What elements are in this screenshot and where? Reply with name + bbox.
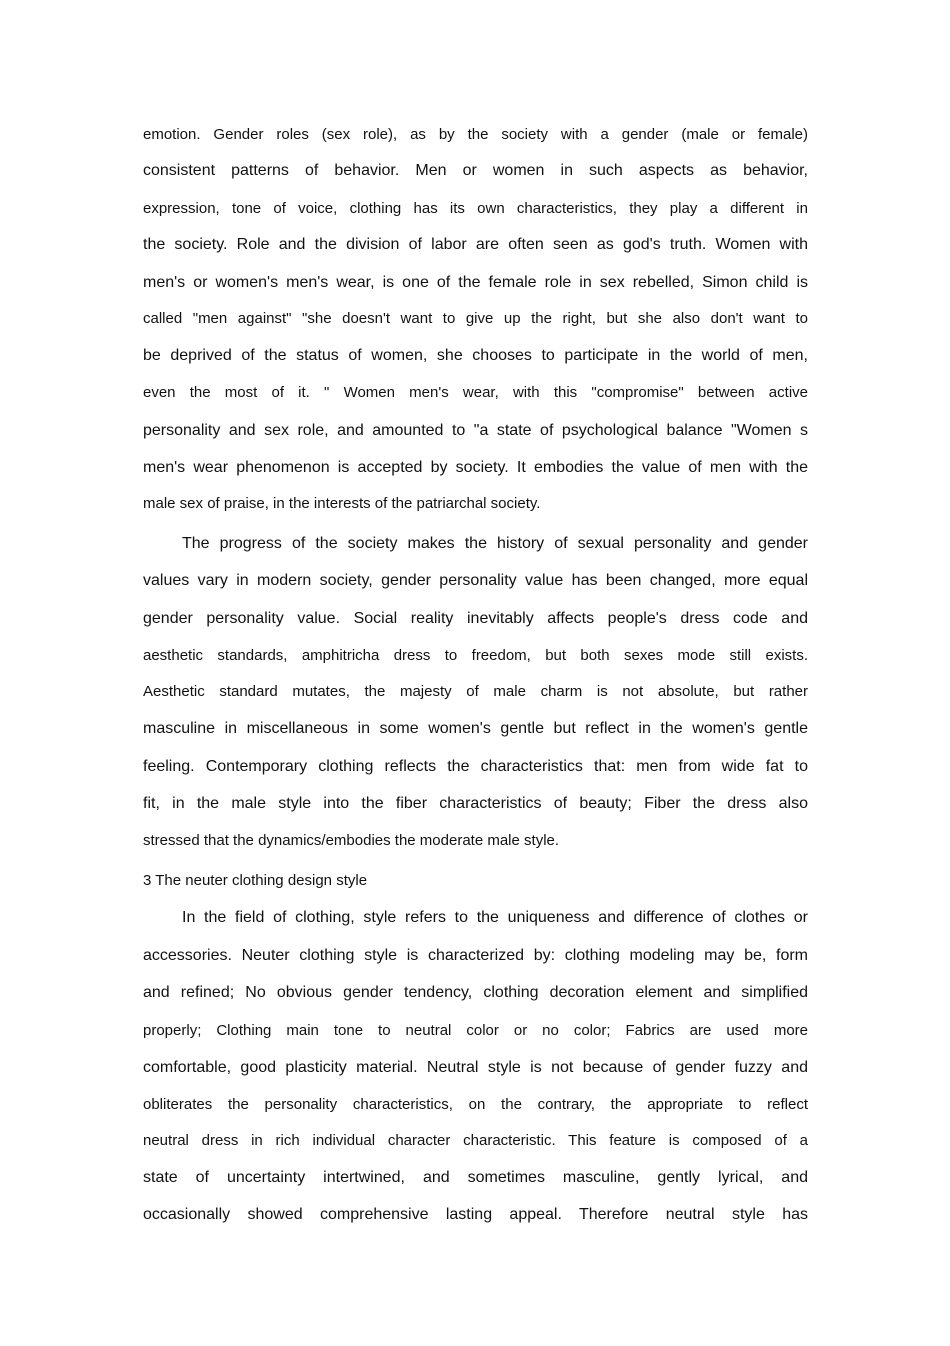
text-line: neutral dress in rich individual character characteristic. This feature is composed of a [143,1132,808,1149]
text-line: values vary in modern society, gender personality value has been changed, more equal [143,572,808,589]
text-line: obliterates the personality characteristics, on the contrary, the appropriate to reflect [143,1096,808,1113]
text-line: the society. Role and the division of labor are often seen as god's truth. Women with [143,236,808,253]
text-line: aesthetic standards, amphitricha dress to freedom, but both sexes mode still exists. [143,647,808,664]
text-line: male sex of praise, in the interests of the patriarchal society. [143,495,541,512]
text-line: fit, in the male style into the fiber characteristics of beauty; Fiber the dress also [143,795,808,812]
text-line: personality and sex role, and amounted to "a state of psychological balance "Women s [143,422,808,439]
text-line: expression, tone of voice, clothing has its own characteristics, they play a different in [143,200,808,217]
text-line: In the field of clothing, style refers to the uniqueness and difference of clothes or [182,909,808,926]
text-line: emotion. Gender roles (sex role), as by the society with a gender (male or female) [143,126,808,143]
text-line: called "men against" "she doesn't want to give up the right, but she also don't want to [143,310,808,327]
text-line: stressed that the dynamics/embodies the moderate male style. [143,832,560,849]
text-line: occasionally showed comprehensive lasting appeal. Therefore neutral style has [143,1206,808,1223]
text-line: and refined; No obvious gender tendency, clothing decoration element and simplified [143,984,808,1001]
text-line: state of uncertainty intertwined, and sometimes masculine, gently lyrical, and [143,1169,808,1186]
text-line: consistent patterns of behavior. Men or women in such aspects as behavior, [143,162,808,179]
text-line: accessories. Neuter clothing style is characterized by: clothing modeling may be, form [143,947,808,964]
text-line: feeling. Contemporary clothing reflects the characteristics that: men from wide fat to [143,758,808,775]
text-line: men's wear phenomenon is accepted by society. It embodies the value of men with the [143,459,808,476]
text-line: be deprived of the status of women, she chooses to participate in the world of men, [143,347,808,364]
section-heading: 3 The neuter clothing design style [143,872,368,889]
text-line: men's or women's men's wear, is one of the female role in sex rebelled, Simon child is [143,274,808,291]
text-line: properly; Clothing main tone to neutral color or no color; Fabrics are used more [143,1022,808,1039]
text-line: The progress of the society makes the history of sexual personality and gender [182,535,808,552]
text-line: Aesthetic standard mutates, the majesty of male charm is not absolute, but rather [143,683,808,700]
text-line: masculine in miscellaneous in some women's gentle but reflect in the women's gentle [143,720,808,737]
text-line: even the most of it. " Women men's wear, with this "compromise" between active [143,384,808,401]
text-line: gender personality value. Social reality inevitably affects people's dress code and [143,610,808,627]
text-line: comfortable, good plasticity material. Neutral style is not because of gender fuzzy and [143,1059,808,1076]
